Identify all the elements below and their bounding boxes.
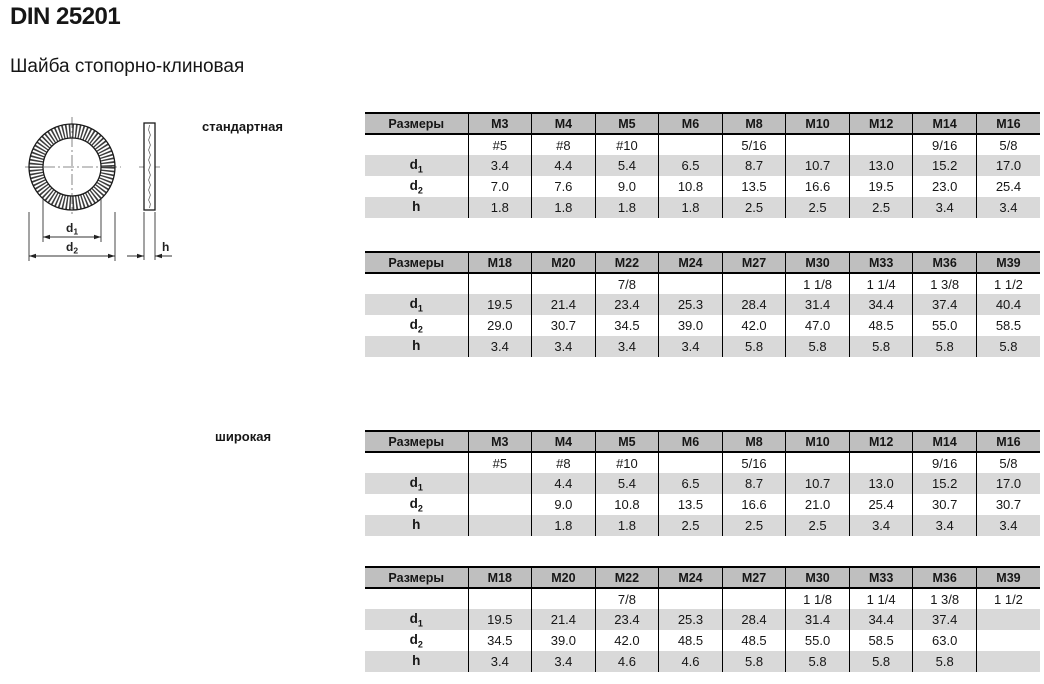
- inch-cell: 7/8: [595, 273, 659, 294]
- h-row: [365, 336, 1040, 357]
- value-cell: 1.8: [595, 515, 659, 536]
- d2-row: [365, 494, 1040, 515]
- value-cell: 40.4: [976, 294, 1040, 315]
- value-cell: 19.5: [468, 609, 532, 630]
- header-cell: M33: [849, 252, 913, 273]
- value-cell: 23.4: [595, 609, 659, 630]
- header-cell: M12: [849, 113, 913, 134]
- value-cell: 2.5: [786, 197, 850, 218]
- value-cell: 17.0: [976, 155, 1040, 176]
- value-cell: [468, 494, 532, 515]
- value-cell: 15.2: [913, 155, 977, 176]
- header-cell: M12: [849, 431, 913, 452]
- table-header-row: [365, 252, 1040, 273]
- value-cell: 2.5: [849, 197, 913, 218]
- value-cell: 4.6: [595, 651, 659, 672]
- value-cell: 4.6: [659, 651, 723, 672]
- row-label-cell: [365, 452, 468, 473]
- header-cell: Размеры: [365, 567, 468, 588]
- value-cell: 4.4: [532, 473, 596, 494]
- inch-cell: [722, 273, 786, 294]
- h-row: [365, 197, 1040, 218]
- value-cell: 16.6: [786, 176, 850, 197]
- value-cell: 3.4: [595, 336, 659, 357]
- header-cell: M20: [532, 567, 596, 588]
- header-cell: M5: [595, 113, 659, 134]
- value-cell: 1.8: [532, 197, 596, 218]
- value-cell: 5.4: [595, 473, 659, 494]
- value-cell: 7.6: [532, 176, 596, 197]
- inch-cell: #5: [468, 134, 532, 155]
- value-cell: 31.4: [786, 609, 850, 630]
- inch-cell: 1 1/8: [786, 273, 850, 294]
- header-cell: M30: [786, 252, 850, 273]
- inch-cell: 7/8: [595, 588, 659, 609]
- row-label-cell: $d_2$: [409, 631, 423, 650]
- value-cell: 47.0: [786, 315, 850, 336]
- value-cell: 28.4: [722, 294, 786, 315]
- row-label-cell: $d_2$: [409, 316, 423, 335]
- header-cell: M18: [468, 252, 532, 273]
- washer-side-view: [139, 123, 160, 210]
- value-cell: 2.5: [722, 515, 786, 536]
- value-cell: 1.8: [468, 197, 532, 218]
- inch-cell: [849, 134, 913, 155]
- inch-cell: 5/16: [722, 134, 786, 155]
- value-cell: 1.8: [595, 197, 659, 218]
- value-cell: 34.4: [849, 609, 913, 630]
- value-cell: 13.5: [659, 494, 723, 515]
- inch-cell: [659, 273, 723, 294]
- header-cell: M16: [976, 113, 1040, 134]
- value-cell: 3.4: [468, 336, 532, 357]
- inch-cell: 1 3/8: [913, 273, 977, 294]
- value-cell: 25.3: [659, 609, 723, 630]
- value-cell: [976, 651, 1040, 672]
- row-label-cell: h: [365, 197, 468, 218]
- value-cell: 37.4: [913, 609, 977, 630]
- section-label-standard: стандартная: [202, 119, 283, 134]
- header-cell: M27: [722, 567, 786, 588]
- inch-cell: 1 1/2: [976, 588, 1040, 609]
- header-cell: M39: [976, 567, 1040, 588]
- page-subtitle: Шайба стопорно-клиновая: [10, 56, 245, 77]
- value-cell: 5.8: [849, 336, 913, 357]
- value-cell: 8.7: [722, 155, 786, 176]
- value-cell: 5.8: [913, 651, 977, 672]
- value-cell: 30.7: [913, 494, 977, 515]
- value-cell: 9.0: [595, 176, 659, 197]
- row-label-cell: h: [365, 336, 468, 357]
- value-cell: 10.8: [659, 176, 723, 197]
- inch-cell: [722, 588, 786, 609]
- value-cell: 10.7: [786, 155, 850, 176]
- value-cell: 21.4: [532, 609, 596, 630]
- header-cell: Размеры: [365, 252, 468, 273]
- value-cell: [976, 609, 1040, 630]
- header-cell: M27: [722, 252, 786, 273]
- section-label-wide: широкая: [215, 429, 272, 444]
- value-cell: 30.7: [532, 315, 596, 336]
- table-header-row: [365, 431, 1040, 452]
- inch-cell: #8: [532, 452, 596, 473]
- value-cell: 2.5: [722, 197, 786, 218]
- header-cell: M10: [786, 431, 850, 452]
- header-cell: M6: [659, 431, 723, 452]
- inch-cell: 9/16: [913, 452, 977, 473]
- inch-cell: 1 1/2: [976, 273, 1040, 294]
- inch-size-row: [365, 273, 1040, 294]
- value-cell: 34.5: [595, 315, 659, 336]
- value-cell: 21.4: [532, 294, 596, 315]
- inch-cell: 1 3/8: [913, 588, 977, 609]
- header-cell: M10: [786, 113, 850, 134]
- value-cell: 9.0: [532, 494, 596, 515]
- value-cell: 55.0: [913, 315, 977, 336]
- d2-row: [365, 630, 1040, 651]
- inch-cell: [532, 588, 596, 609]
- dimension-h: [127, 212, 172, 260]
- row-label-cell: $d_2$: [409, 495, 423, 514]
- inch-cell: [468, 273, 532, 294]
- h-dimension-label: h: [162, 240, 170, 254]
- value-cell: 8.7: [722, 473, 786, 494]
- value-cell: 58.5: [976, 315, 1040, 336]
- header-cell: M14: [913, 113, 977, 134]
- value-cell: 29.0: [468, 315, 532, 336]
- value-cell: 13.0: [849, 155, 913, 176]
- header-cell: M8: [722, 113, 786, 134]
- value-cell: 58.5: [849, 630, 913, 651]
- inch-cell: [659, 134, 723, 155]
- value-cell: 5.8: [976, 336, 1040, 357]
- value-cell: [976, 630, 1040, 651]
- value-cell: 19.5: [849, 176, 913, 197]
- header-cell: M3: [468, 113, 532, 134]
- d1-dimension-label: $d_1$: [66, 221, 79, 237]
- row-label-cell: [365, 588, 468, 609]
- header-cell: Размеры: [365, 431, 468, 452]
- header-cell: M20: [532, 252, 596, 273]
- header-cell: M6: [659, 113, 723, 134]
- dimension-d2: [29, 212, 115, 261]
- value-cell: 42.0: [595, 630, 659, 651]
- d1-row: [365, 294, 1040, 315]
- inch-cell: #10: [595, 134, 659, 155]
- header-cell: M33: [849, 567, 913, 588]
- header-cell: M36: [913, 567, 977, 588]
- value-cell: 6.5: [659, 473, 723, 494]
- value-cell: 5.8: [722, 336, 786, 357]
- header-cell: M39: [976, 252, 1040, 273]
- header-cell: M24: [659, 567, 723, 588]
- value-cell: 3.4: [659, 336, 723, 357]
- inch-cell: #5: [468, 452, 532, 473]
- value-cell: 3.4: [913, 197, 977, 218]
- d1-row: [365, 155, 1040, 176]
- value-cell: 28.4: [722, 609, 786, 630]
- header-cell: M14: [913, 431, 977, 452]
- value-cell: 5.8: [913, 336, 977, 357]
- inch-cell: #8: [532, 134, 596, 155]
- value-cell: 4.4: [532, 155, 596, 176]
- value-cell: 10.8: [595, 494, 659, 515]
- value-cell: 25.4: [849, 494, 913, 515]
- d1-row: [365, 473, 1040, 494]
- spec-table-standard-m18-m39: [365, 251, 1040, 357]
- value-cell: 23.0: [913, 176, 977, 197]
- value-cell: 25.3: [659, 294, 723, 315]
- value-cell: 55.0: [786, 630, 850, 651]
- row-label-cell: [365, 134, 468, 155]
- value-cell: 31.4: [786, 294, 850, 315]
- header-cell: Размеры: [365, 113, 468, 134]
- value-cell: 3.4: [913, 515, 977, 536]
- value-cell: 10.7: [786, 473, 850, 494]
- value-cell: 2.5: [659, 515, 723, 536]
- header-cell: M8: [722, 431, 786, 452]
- value-cell: 3.4: [468, 155, 532, 176]
- value-cell: 42.0: [722, 315, 786, 336]
- value-cell: 23.4: [595, 294, 659, 315]
- value-cell: 5.8: [722, 651, 786, 672]
- d2-row: [365, 176, 1040, 197]
- inch-cell: 5/8: [976, 134, 1040, 155]
- value-cell: 3.4: [976, 515, 1040, 536]
- value-cell: 1.8: [532, 515, 596, 536]
- row-label-cell: $d_2$: [409, 177, 423, 196]
- value-cell: 13.5: [722, 176, 786, 197]
- row-label-cell: $d_1$: [365, 155, 468, 176]
- washer-front-view: [25, 117, 121, 214]
- value-cell: 21.0: [786, 494, 850, 515]
- row-label-cell: h: [365, 651, 468, 672]
- value-cell: 48.5: [722, 630, 786, 651]
- inch-cell: 1 1/4: [849, 273, 913, 294]
- inch-cell: 1 1/4: [849, 588, 913, 609]
- inch-cell: 5/8: [976, 452, 1040, 473]
- spec-table-wide-m3-m16: [365, 430, 1040, 536]
- inch-cell: [532, 273, 596, 294]
- value-cell: 16.6: [722, 494, 786, 515]
- header-cell: M24: [659, 252, 723, 273]
- inch-cell: [849, 452, 913, 473]
- table-header-row: [365, 113, 1040, 134]
- header-cell: M3: [468, 431, 532, 452]
- row-label-cell: $d_1$: [365, 294, 468, 315]
- row-label-cell: [365, 273, 468, 294]
- spec-table-standard-m3-m16: [365, 112, 1040, 218]
- h-row: [365, 515, 1040, 536]
- value-cell: 3.4: [976, 197, 1040, 218]
- value-cell: 15.2: [913, 473, 977, 494]
- d2-dimension-label: $d_2$: [66, 240, 79, 256]
- inch-cell: [659, 588, 723, 609]
- value-cell: 39.0: [659, 315, 723, 336]
- header-cell: M36: [913, 252, 977, 273]
- value-cell: 3.4: [532, 336, 596, 357]
- header-cell: M4: [532, 113, 596, 134]
- spec-table-wide-m18-m39: [365, 566, 1040, 672]
- d1-row: [365, 609, 1040, 630]
- header-cell: M16: [976, 431, 1040, 452]
- value-cell: 3.4: [849, 515, 913, 536]
- inch-cell: #10: [595, 452, 659, 473]
- page-title: DIN 25201: [10, 3, 121, 30]
- value-cell: 3.4: [532, 651, 596, 672]
- value-cell: 25.4: [976, 176, 1040, 197]
- inch-cell: [786, 452, 850, 473]
- value-cell: 37.4: [913, 294, 977, 315]
- inch-cell: 1 1/8: [786, 588, 850, 609]
- value-cell: 7.0: [468, 176, 532, 197]
- header-cell: M4: [532, 431, 596, 452]
- header-cell: M18: [468, 567, 532, 588]
- d2-row: [365, 315, 1040, 336]
- inch-cell: [468, 588, 532, 609]
- row-label-cell: h: [365, 515, 468, 536]
- value-cell: 30.7: [976, 494, 1040, 515]
- value-cell: 5.8: [786, 651, 850, 672]
- value-cell: 48.5: [659, 630, 723, 651]
- inch-size-row: [365, 134, 1040, 155]
- value-cell: 5.8: [786, 336, 850, 357]
- value-cell: 48.5: [849, 315, 913, 336]
- value-cell: 3.4: [468, 651, 532, 672]
- washer-technical-drawing: [0, 100, 212, 280]
- value-cell: [468, 515, 532, 536]
- row-label-cell: $d_1$: [365, 609, 468, 630]
- table-header-row: [365, 567, 1040, 588]
- inch-cell: 9/16: [913, 134, 977, 155]
- value-cell: 39.0: [532, 630, 596, 651]
- value-cell: 63.0: [913, 630, 977, 651]
- value-cell: 19.5: [468, 294, 532, 315]
- value-cell: 1.8: [659, 197, 723, 218]
- value-cell: 6.5: [659, 155, 723, 176]
- header-cell: M22: [595, 567, 659, 588]
- inch-cell: [786, 134, 850, 155]
- header-cell: M30: [786, 567, 850, 588]
- value-cell: [468, 473, 532, 494]
- value-cell: 34.4: [849, 294, 913, 315]
- row-label-cell: $d_1$: [365, 473, 468, 494]
- h-row: [365, 651, 1040, 672]
- inch-size-row: [365, 588, 1040, 609]
- value-cell: 13.0: [849, 473, 913, 494]
- inch-cell: [659, 452, 723, 473]
- inch-size-row: [365, 452, 1040, 473]
- value-cell: 5.8: [849, 651, 913, 672]
- value-cell: 17.0: [976, 473, 1040, 494]
- header-cell: M22: [595, 252, 659, 273]
- value-cell: 5.4: [595, 155, 659, 176]
- header-cell: M5: [595, 431, 659, 452]
- inch-cell: 5/16: [722, 452, 786, 473]
- value-cell: 34.5: [468, 630, 532, 651]
- value-cell: 2.5: [786, 515, 850, 536]
